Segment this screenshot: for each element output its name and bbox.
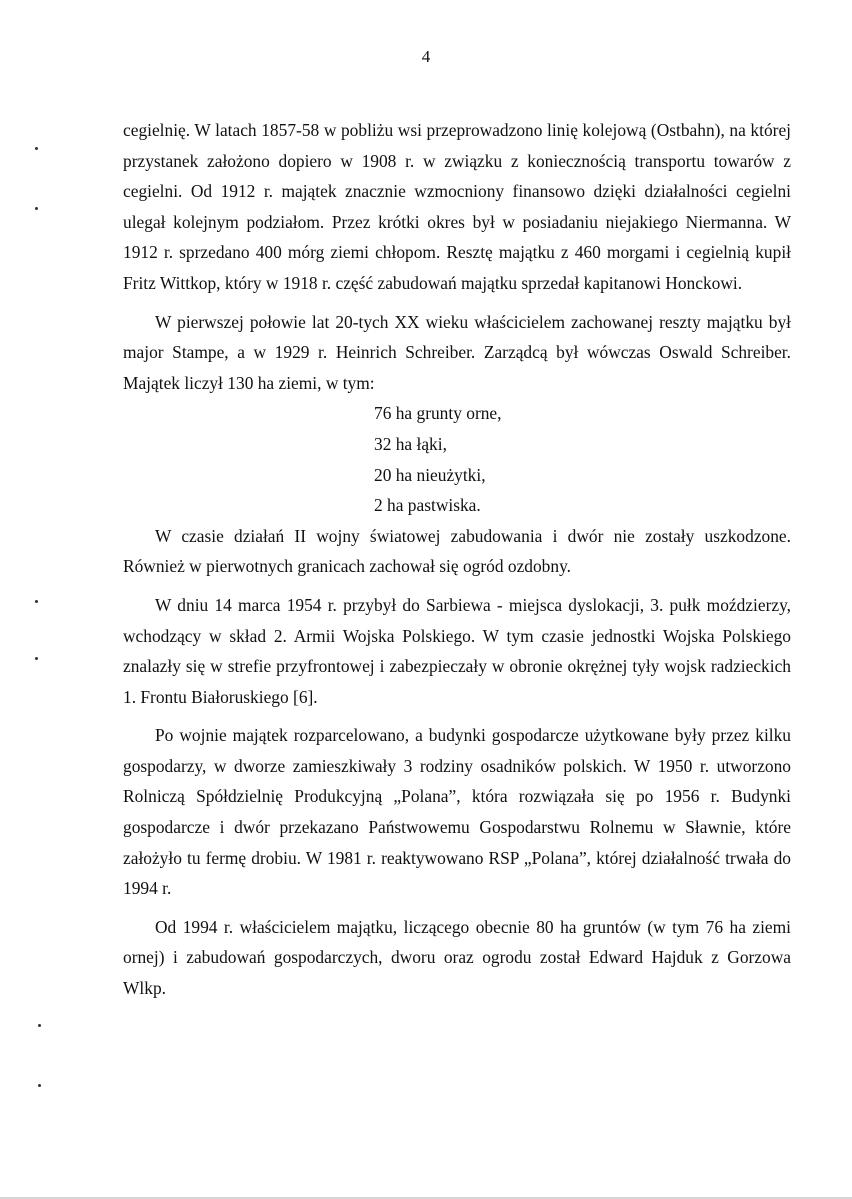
- paragraph-3: W czasie działań II wojny światowej zabudowania i dwór nie zostały uszkodzone. Również w pierwotnych granicach zachował się ogród ozdobny.: [123, 525, 791, 577]
- paragraph-2: W pierwszej połowie lat 20-tych XX wieku właścicielem zachowanej reszty majątku był major Stampe, a w 1929 r. Heinrich Schreiber. Zarządcą był wówczas Oswald Schreiber. Majątek liczył 130 ha ziemi, w tym:: [123, 311, 791, 393]
- list-item: 20 ha nieużytki,: [374, 464, 486, 485]
- margin-dot: [38, 1084, 41, 1087]
- paragraph-5: Po wojnie majątek rozparcelowano, a budynki gospodarcze użytkowane były przez kilku gospodarzy, w dworze zamieszkiwały 3 rodziny osadników polskich. W 1950 r. utworzono Rolniczą Spółdzielnię Produkcyjną „Polana”, która rozwiązała się po 1956 r. Budynki gospodarcze i dwór przekazano Państwowemu Gospodarstwu Rolnemu w Sławnie, które założyło tu fermę drobiu. W 1981 r. reaktywowano RSP „Polana”, której działalność trwała do 1994 r.: [123, 725, 791, 899]
- paragraph-1: cegielnię. W latach 1857-58 w pobliżu wsi przeprowadzono linię kolejową (Ostbahn), na której przystanek założono dopiero w 1908 r. w związku z koniecznością transportu towarów z cegielni. Od 1912 r. majątek znacznie wzmocniony finansowo dzięki działalności cegielni ulegał kolejnym podziałom. Przez krótki okres był w posiadaniu niejakiego Niermanna. W 1912 r. sprzedano 400 mórg ziemi chłopom. Resztę majątku z 460 morgami i cegielnią kupił Fritz Wittkop, który w 1918 r. część zabudowań majątku sprzedał kapitanowi Honckowi.: [123, 120, 791, 293]
- margin-dot: [35, 147, 38, 150]
- margin-dot: [35, 600, 38, 603]
- land-use-list: [374, 398, 791, 520]
- page-number: 4: [421, 47, 431, 66]
- document-body: [123, 115, 791, 1004]
- margin-dot: [35, 657, 38, 660]
- list-item: 76 ha grunty orne,: [374, 403, 502, 424]
- paragraph-6: Od 1994 r. właścicielem majątku, liczącego obecnie 80 ha gruntów (w tym 76 ha ziemi ornej) i zabudowań gospodarczych, dworu oraz ogrodu został Edward Hajduk z Gorzowa Wlkp.: [123, 916, 791, 999]
- margin-dot: [35, 207, 38, 210]
- margin-dot: [38, 1024, 41, 1027]
- paragraph-4: W dniu 14 marca 1954 r. przybył do Sarbiewa - miejsca dyslokacji, 3. pułk moździerzy, wchodzący w skład 2. Armii Wojska Polskiego. W tym czasie jednostki Wojska Polskiego znalazły się w strefie przyfrontowej i zabezpieczały w obronie okrężnej tyły wojsk radzieckich 1. Frontu Białoruskiego [6].: [123, 594, 791, 707]
- list-item: 2 ha pastwiska.: [374, 495, 481, 516]
- list-item: 32 ha łąki,: [374, 433, 447, 454]
